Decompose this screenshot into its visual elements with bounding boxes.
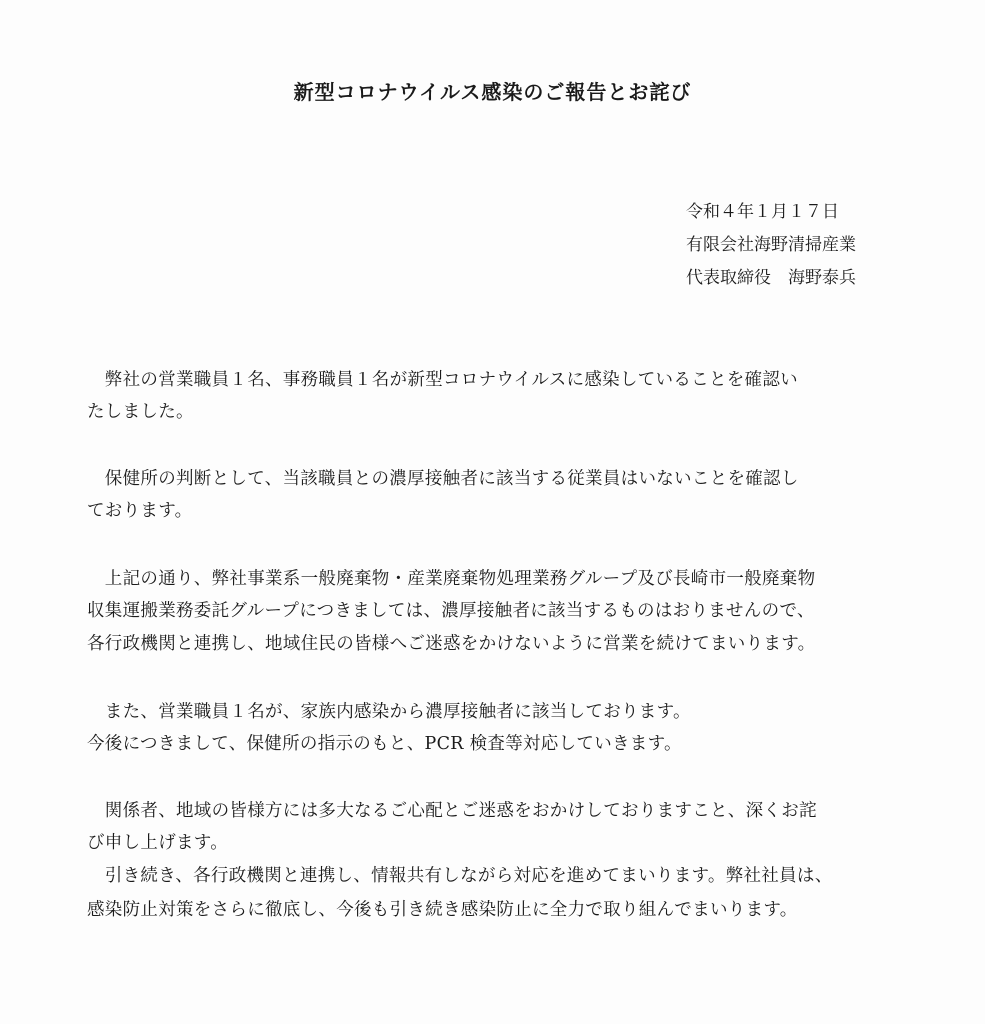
- representative-name: 代表取締役 海野泰兵: [686, 268, 856, 288]
- body-line: 感染防止対策をさらに徹底し、今後も引き続き感染防止に全力で取り組んでまいります。: [87, 900, 798, 920]
- issue-date: 令和４年１月１７日: [686, 202, 839, 222]
- body-line: 今後につきまして、保健所の指示のもと、PCR 検査等対応していきます。: [87, 734, 682, 754]
- body-line: ております。: [87, 501, 193, 521]
- body-line: 上記の通り、弊社事業系一般廃棄物・産業廃棄物処理業務グループ及び長崎市一般廃棄物: [87, 569, 816, 589]
- body-line: び申し上げます。: [87, 833, 228, 853]
- document-title: 新型コロナウイルス感染のご報告とお詫び: [293, 80, 692, 104]
- body-line: 弊社の営業職員１名、事務職員１名が新型コロナウイルスに感染していることを確認い: [87, 370, 798, 390]
- sender-block: [686, 196, 856, 295]
- company-name: 有限会社海野清掃産業: [686, 235, 856, 255]
- body-line: 関係者、地域の皆様方には多大なるご心配とご迷惑をおかけしておりますこと、深くお詫: [87, 801, 817, 821]
- body-line: たしました。: [87, 402, 194, 422]
- body-line: また、営業職員１名が、家族内感染から濃厚接触者に該当しております。: [87, 702, 691, 722]
- body-line: 保健所の判断として、当該職員との濃厚接触者に該当する従業員はいないことを確認し: [87, 469, 799, 489]
- body-line: 引き続き、各行政機関と連携し、情報共有しながら対応を進めてまいります。弊社社員は、: [87, 866, 833, 886]
- body-line: 収集運搬業務委託グループにつきましては、濃厚接触者に該当するものはおりませんので、: [87, 601, 815, 621]
- body-line: 各行政機関と連携し、地域住民の皆様へご迷惑をかけないように営業を続けてまいります。: [87, 634, 816, 654]
